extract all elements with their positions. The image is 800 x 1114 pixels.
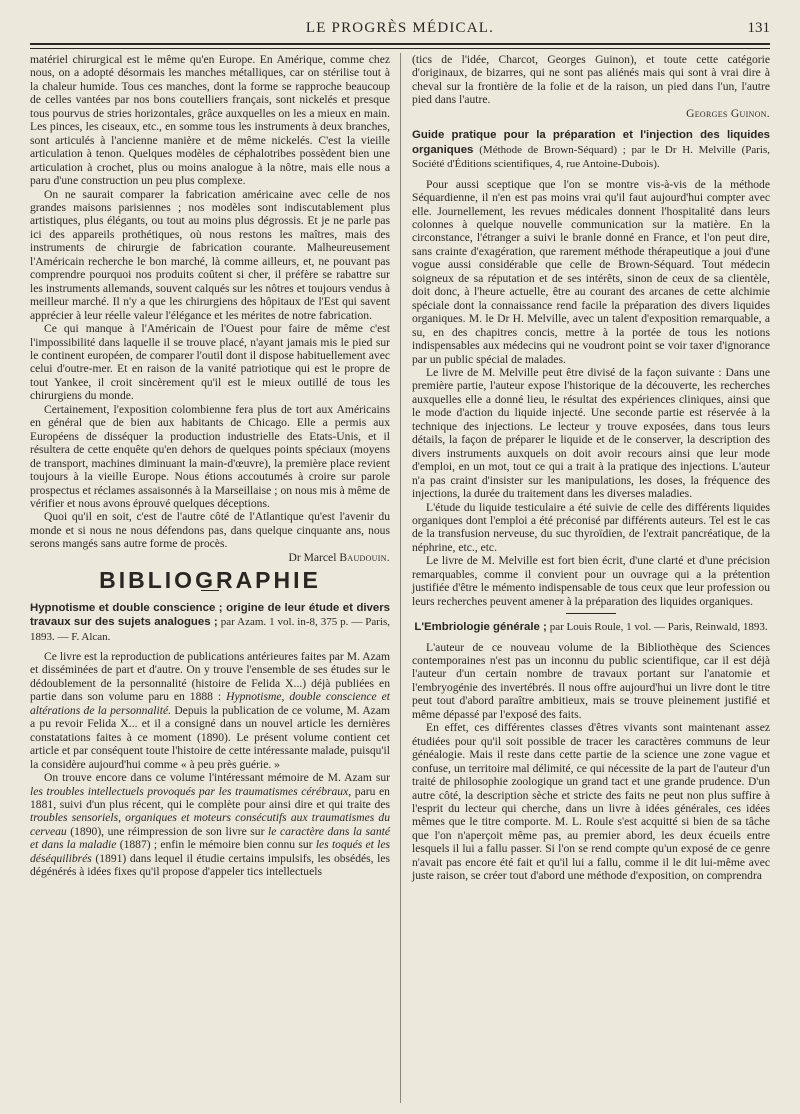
column-divider — [400, 53, 401, 1103]
paragraph: L'étude du liquide testiculaire a été suivie de celle des différents liquides organiques dont l'emploi a été préconisé par différents auteurs. Tel est le cas de la transfusion nerveuse, du suc thyroïdien, de l'extrait pancréatique, de la néphrine, etc., etc. — [412, 500, 770, 554]
text-run: Depuis la publication de ce volume, M. Azam a pu revoir Felida X... et il a consigné dans un nouvel article les dernières constatations faites à ce moment (1890). Le présent volume contient cet article et par conséquent toute l'histoire de cette intéressante malade, puisqu'il la considère aujourd'hui comme « à peu près guérie. » — [30, 703, 390, 771]
entry-meta: par Azam. 1 vol. in-8, 375 p. — Paris, 1893. — F. Alcan. — [30, 616, 391, 643]
italic-title: Hypnotisme, double conscience et altérations de la personnalité. — [30, 690, 391, 717]
journal-title: LE PROGRÈS MÉDICAL. — [305, 20, 495, 36]
paragraph: Le livre de M. Melville est fort bien écrit, d'une clarté et d'une précision remarquables, comme il convient pour un ouvrage qui a la prétention justifiée d'être le mémento indispensable de tous ceux que leur profession ou leurs recherches peuvent amener à la préparation des liquides organiques. — [412, 554, 770, 608]
paragraph: Certainement, l'exposition colombienne fera plus de tort aux Américains en général que de bien aux habitants de Chicago. Elle a permis aux Européens de disséquer la production industrielle des Etats-Unis, et il résultera de cette enquête qu'en dehors de quelques points spéciaux (moyens de transport, machines diminuant la main-d'œuvre), la première place revient toujours à la vieille Europe. Nous étions accoutumés à croire sur parole prospectus et réclames assaisonnés à la Marseillaise ; on nous mis à même de vérifier et nous avons éprouvé quelques déceptions. — [30, 402, 390, 510]
page-number: 131 — [747, 20, 770, 36]
text-run: On trouve encore dans ce volume l'intéressant mémoire de M. Azam sur — [44, 771, 390, 785]
bibliography-entry — [412, 620, 770, 634]
paragraph: L'auteur de ce nouveau volume de la Bibliothèque des Sciences contemporaines n'est pas un inconnu du public scientifique, car il est déjà l'auteur d'un certain nombre de travaux portant sur l'anatomie et l'embryogénie des invertébrés. Il nous offre aujourd'hui un livre dont le titre peut tout d'abord paraître ambitieux, mais se trouve pleinement justifié et même dépassé par l'exposé des faits. — [412, 640, 770, 721]
left-column — [30, 53, 390, 879]
entry-separator — [566, 613, 616, 614]
entry-title: Guide pratique pour la préparation et l'injection des liquides organiques — [412, 129, 770, 156]
paragraph: Le livre de M. Melville peut être divisé de la façon suivante : Dans une première partie, l'auteur expose l'historique de la découverte, les recherches auxquelles elle a donné lieu, le résultat des expériences cliniques, ainsi que le mode d'action du liquide injecté. Une seconde partie est réservée à la technique des injections. Le lecteur y trouve exposées, dans tous leurs détails, la façon de préparer le liquide et de le conserver, la description des divers instruments auxquels on doit avoir recours ainsi que leur mode d'emploi, en un mot, tout ce qui a trait à la pratique des injections. L'auteur n'a pas craint d'insister sur les manipulations, les doses, la fréquence des injections, la durée du traitement dans les diverses maladies. — [412, 365, 770, 501]
bibliography-entry — [30, 601, 390, 644]
signature-name: Baudouin. — [339, 550, 390, 564]
paragraph — [30, 650, 390, 771]
entry-meta: (Méthode de Brown-Séquard) ; par le Dr H. Melville (Paris, Société d'Éditions scientifiques, 4, rue Antoine-Dubois). — [412, 143, 770, 171]
header-rule-thin — [30, 48, 770, 49]
paragraph: (tics de l'idée, Charcot, Georges Guinon), et toute cette catégorie d'originaux, de bizarres, qui ne sont pas aliénés mais qui sont à vrai dire à cheval sur la frontière de la folie et de la raison, un pied dans l'un, l'autre pied dans l'autre. — [412, 53, 770, 107]
text-run: (1891) dans lequel il étudie certains impulsifs, les obsédés, les dégénérés à idées fixes qu'il propose d'appeler tics intellectuels — [30, 851, 390, 879]
paragraph: matériel chirurgical est le même qu'en Europe. En Amérique, comme chez nous, on a adopté désormais les manches métalliques, car on stérilise tout à la chaleur humide. Tous ces manches, dont la forme se rapproche beaucoup de celles vantées par nos bons coutelliers français, sont nickelés et presque tous pourvus de stries horizontales, grâce auxquelles on les a mieux en main. Les pinces, les ciseaux, etc., en somme tous les instruments à deux branches, sont articulés à l'ancienne manière et de même nickelés. C'est la vieille articulation à tenon. Quelques modèles de céphalotribes possèdent bien une articulation à crochet, plus ou moins analogue à la nôtre, mais elle nous a paru d'une construction un peu plus complexe. — [30, 53, 390, 188]
paragraph: Pour aussi sceptique que l'on se montre vis-à-vis de la méthode Séquardienne, il n'en est pas moins vrai qu'il faut aujourd'hui compter avec elle. Journellement, les revues médicales donnent l'hospitalité dans leurs colonnes à quelque nouvelle communication sur la matière. En la circonstance, l'étranger a suivi le branle donné en France, et l'on peut dire, sans crainte d'exagération, que rarement méthode thérapeutique a joui d'une vogue aussi considérable que celle de Brown-Séquard. Tout médecin soigneux de sa réputation et de ses intérêts, sinon de ceux de sa clientèle, doit donc, à l'heure actuelle, être au courant des arcanes de cette alchimie spéciale dont la connaissance rend facile la préparation des divers liquides organiques. M. le Dr H. Melville, avec un talent d'exposition remarquable, a su, en des chapitres concis, mettre à la portée de tous les notions indispensables aux médecins qui ne voudront point se voir taxer d'ignorance par un public spécial de malades. — [412, 177, 770, 366]
entry-title: L'Embriologie générale ; — [414, 621, 547, 634]
signature-prefix: Dr Marcel — [288, 550, 337, 564]
paragraph — [30, 771, 390, 879]
article-signature — [30, 551, 390, 564]
text-run: Ce livre est la reproduction de publications antérieures faites par M. Azam et disséminées de part et d'autre. On y trouve l'ensemble de ses études sur le dédoublement de la personnalité (histoire de Felida X...) déjà publiées en partie dans son volume paru en 1888 : — [30, 650, 390, 704]
italic-title: troubles sensoriels, organiques et moteurs consécutifs aux traumatismes du cerveau — [30, 811, 390, 838]
italic-title: le caractère dans la santé et dans la maladie — [30, 824, 391, 852]
text-run: (1890), une réimpression de son livre sur — [70, 824, 265, 838]
italic-title: les troubles intellectuels provoqués par les traumatismes cérébraux, — [30, 784, 352, 798]
italic-title: les toqués et les déséquilibrés — [30, 838, 390, 865]
running-head — [30, 18, 770, 42]
bibliography-entry — [412, 128, 770, 171]
entry-meta: par Louis Roule, 1 vol. — Paris, Reinwald, 1893. — [549, 621, 768, 634]
text-run: (1887) ; enfin le mémoire bien connu sur — [119, 838, 313, 852]
paragraph: En effet, ces différentes classes d'êtres vivants sont maintenant assez étudiées pour qu'il soit possible de tracer les caractères communs de leur généalogie. Mais il reste dans cette partie de la science une zone vague et confuse, un territoire mal délimité, ce qui nécessite de la part de l'auteur d'un traité de philosophie zoologique un grand tact et une grande prudence. D'un autre côté, la description sèche et stricte des faits ne peut non plus suffire à l'esprit du lecteur qui cherche, dans un livre à idées générales, ces idées mêmes que le titre comporte. M. L. Roule s'est acquitté si bien de sa tâche que l'on n'aperçoit même pas, au premier abord, les deux écueils entre lesquels il lui a fallu passer. Si l'on se rend compte qu'un exposé de ce genre n'avait pas encore été fait et qu'il lui a fallu, comme il le dit lui-même avec juste raison, se créer tout d'abord une méthode d'exposition, on comprendra — [412, 721, 770, 883]
header-rule-thick — [30, 43, 770, 45]
article-signature: Georges Guinon. — [686, 106, 770, 120]
paragraph: Ce qui manque à l'Américain de l'Ouest pour faire de même c'est l'impossibilité dans laquelle il se trouve placé, n'ayant jamais mis le pied sur le continent européen, de comparer l'outil dont il dispose habituellement avec celui d'outre-mer. Et en raison de la vanité patriotique qui est le propre de tout Yankee, il croit sincèrement qu'il est le mieux outillé de tous les chirurgiens du monde. — [30, 322, 390, 403]
right-column — [412, 53, 770, 883]
entry-title: Hypnotisme et double conscience ; origine de leur étude et divers travaux sur des sujets analogues ; — [30, 601, 390, 629]
text-run: paru en 1881, suivi d'un plus récent, qui le complète pour ainsi dire et qui traite des — [30, 784, 390, 812]
paragraph: Quoi qu'il en soit, c'est de l'autre côté de l'Atlantique qu'est l'avenir du monde et si nous ne nous défendons pas, dans quelque cinquante ans, nous serons mangés sans autre forme de procès. — [30, 510, 390, 551]
paragraph: On ne saurait comparer la fabrication américaine avec celle de nos grandes maisons parisiennes ; nos modèles sont indiscutablement plus artistiques, plus élégants, ou tout au moins plus dégrossis. Et je ne parle pas ici des appareils prothétiques, où nous restons les maîtres, mais des instruments de chirurgie de fabrication courante. Malheureusement l'Américain recherche le bon marché, là comme ailleurs, et, ne pouvant pas comprendre pourquoi nos produits coûtent si cher, il préfère se rabattre sur les instruments allemands, souvent calqués sur les nôtres et toujours vendus à meilleur marché. Il n'y a que les chirurgiens des hôpitaux de l'Est qui savent apprécier à leur réelle valeur l'élégance et les mérites de notre fabrication. — [30, 187, 390, 322]
section-heading: BIBLIOGRAPHIE — [99, 567, 321, 594]
